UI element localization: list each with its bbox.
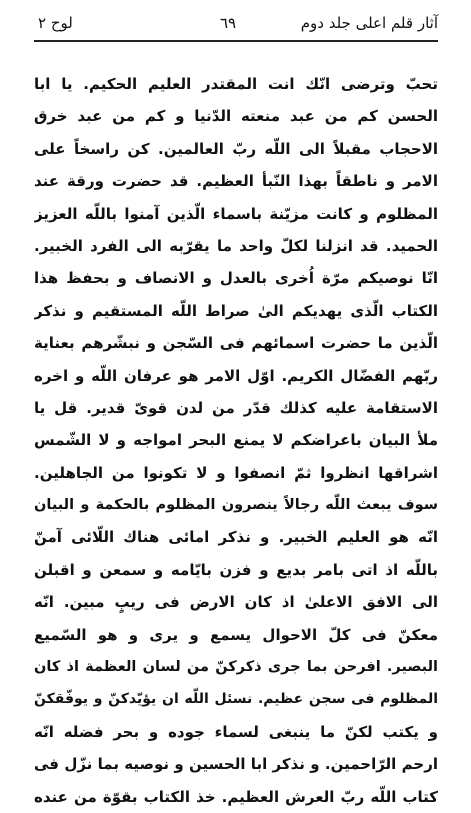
- text-line: المظلوم فى سجن عظيم. نسئل اللّه ان يؤيّدكنّ و يوفّقكنّ: [34, 691, 438, 708]
- text-line: باللّه اذ اتى بامر بديع و فزن بايّامه و سمعن و اقبلن: [34, 560, 438, 579]
- header-book-title: آثار قلم اعلی جلد دوم: [300, 14, 438, 32]
- text-line: انّا نوصيكم مرّة اُخرى بالعدل و الانصاف و بحفظ هذا: [34, 269, 438, 288]
- page-header: [38, 14, 438, 38]
- text-line: انّه هو العليم الخبير. و نذكر امائى هناك اللّائى آمنّ: [34, 528, 438, 547]
- text-line: ارحم الرّاحمين. و نذكر ابا الحسين و نوصيه بما نزّل فى: [34, 755, 438, 774]
- text-line: ملأ البيان باعراضكم لا يمنع البحر امواجه و لا الشّمس: [34, 431, 438, 450]
- text-line: الكتاب الّذى يهديكم الىٰ صراط اللّه المستقيم و نذكر: [34, 301, 438, 320]
- text-line: سوف يبعث اللّه رجالاً ينصرون المظلوم بالحكمة و البيان: [34, 497, 438, 514]
- text-line: الاستقامة عليه كذلك قدّر من لدن قوىّ قدير. قل يا: [34, 398, 438, 417]
- body-text: [34, 68, 438, 813]
- header-tablet-label: لوح ٢: [38, 14, 73, 32]
- text-line: كتاب اللّه ربّ العرش العظيم. خذ الكتاب بقوّة من عنده: [34, 787, 438, 806]
- text-line: اشراقها انظروا ثمّ انصفوا و لا تكونوا من الجاهلين.: [34, 463, 438, 482]
- text-line: الحميد. قد انزلنا لكلّ واحد ما يقرّبه الى الفرد الخبير.: [34, 236, 438, 255]
- text-line: معكنّ فى كلّ الاحوال يسمع و يرى و هو السّميع: [34, 625, 438, 644]
- text-line: تحبّ وترضى انّك انت المقتدر العليم الحكيم. يا ابا: [34, 75, 438, 93]
- text-line: المظلوم و كانت مزيّنة باسماء الّذين آمنوا باللّه العزيز: [34, 204, 438, 223]
- text-line: الحسن كم من عبد منعته الدّنيا و كم من عبد خرق: [34, 107, 438, 126]
- text-line: البصير. افرحن بما جرى ذكركنّ من لسان العظمة اذ كان: [34, 659, 438, 676]
- text-line: الاحجاب مقبلاً الى اللّه ربّ العالمين. كن راسخاً على: [34, 139, 438, 158]
- text-line: الامر و ناطقاً بهذا النّبأ العظيم. قد حضرت ورقة عند: [34, 172, 438, 191]
- page-number: ٦٩: [220, 14, 237, 32]
- text-line: و يكتب لكنّ ما ينبغى لسماء جوده و بحر فضله انّه: [34, 722, 438, 741]
- text-line: الى الافق الاعلىٰ اذ كان الارض فى ريبٍ مبين. انّه: [34, 593, 438, 612]
- text-line: ربّهم الفضّال الكريم. اوّل الامر هو عرفان اللّه و اخره: [34, 366, 438, 385]
- header-rule: [34, 40, 438, 42]
- text-line: الّذين ما حضرت اسمائهم فى السّجن و نبشّرهم بعناية: [34, 334, 438, 353]
